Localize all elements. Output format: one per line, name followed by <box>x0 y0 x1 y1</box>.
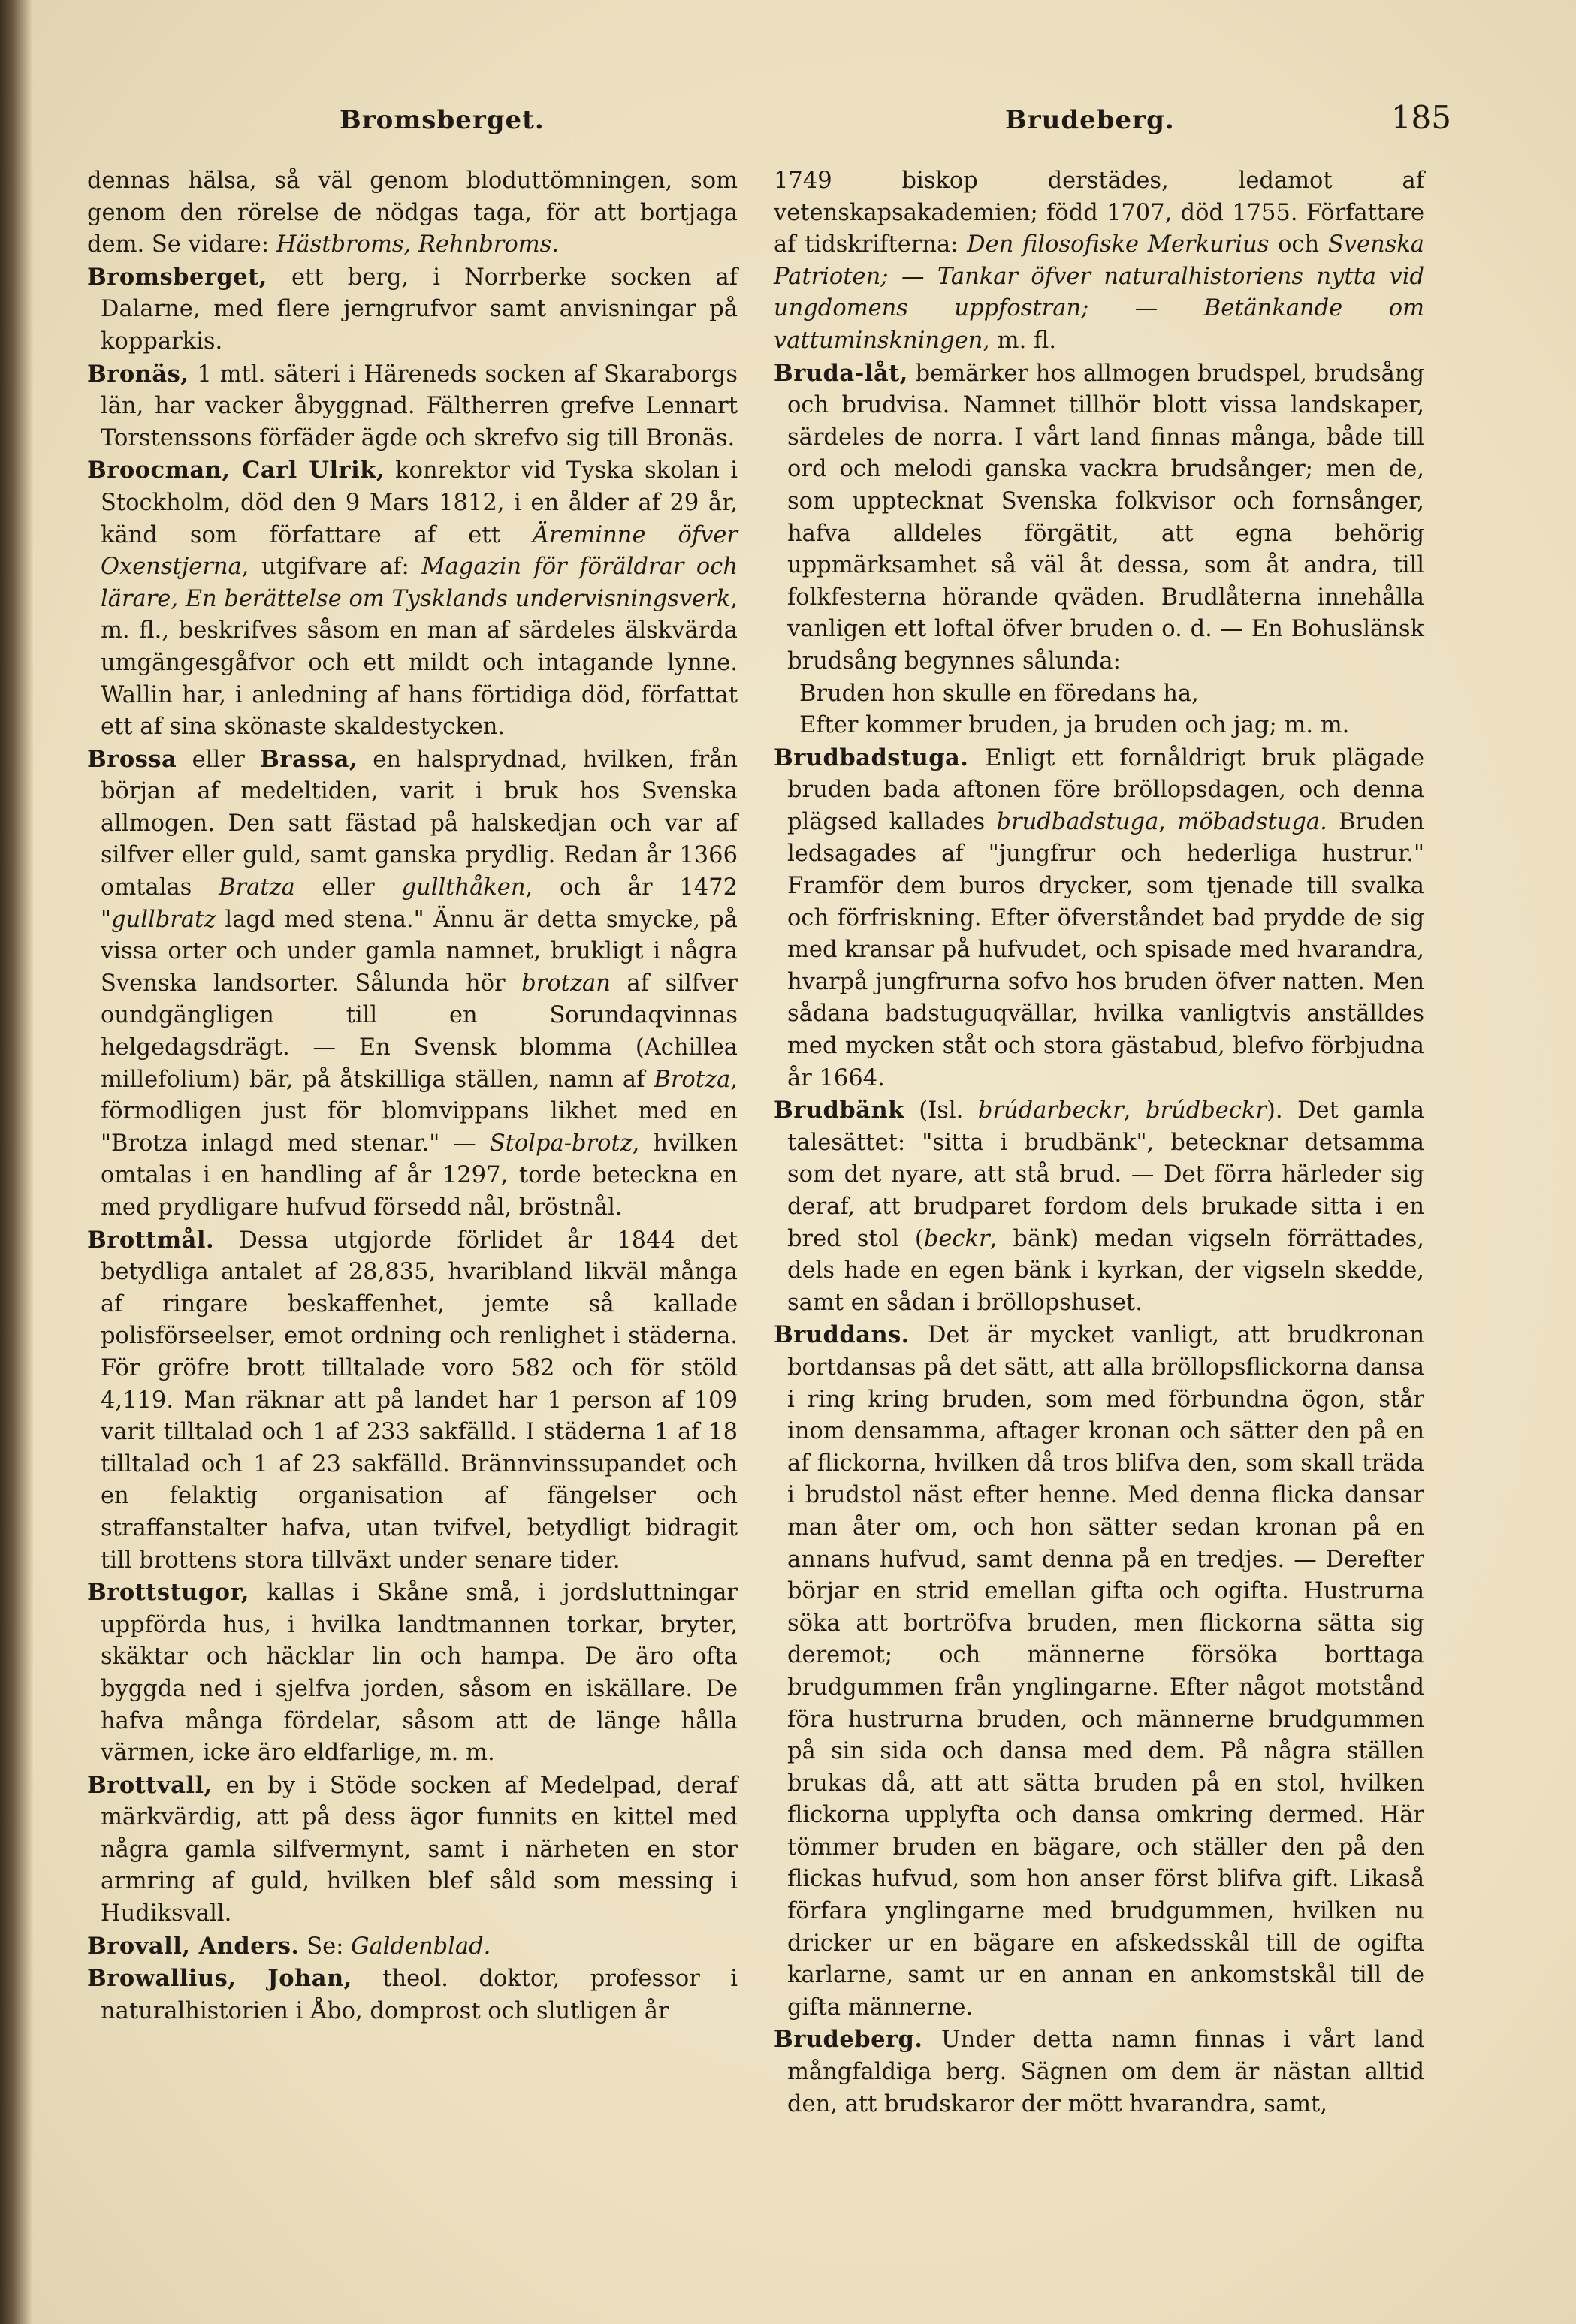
running-head-right: Brudeberg. <box>1005 105 1175 135</box>
italic-text: Bratza <box>219 874 295 901</box>
entry-text: , hvilken omtalas i en handling af år 1297, torde beteckna en med prydligare hufvud försedd nål, bröstnål. <box>101 1130 738 1221</box>
dictionary-entry <box>87 358 738 455</box>
entry-text: ). Det gamla talesättet: "sitta i brudbänk", betecknar detsamma som det nyare, att stå brud. — Det förra härleder sig deraf, att brudparet fordom dels brukade sitta i en bred stol ( <box>787 1097 1424 1252</box>
entry-headword: Bromsberget, <box>87 263 267 291</box>
entry-text: Dessa utgjorde förlidet år 1844 det betydliga antalet af 28,835, hvaribland likväl många af ringare beskaffenhet, jemte så kallade polisförseelser, emot ordning och renlighet i städerna. För gröfre brott tilltalade voro 582 och för stöld 4,119. Man räknar att på landet har 1 person af 109 varit tilltalad och 1 af 233 sakfälld. I städerna 1 af 18 tilltalad och 1 af 23 sakfälld. Brännvinssupandet och en felaktig organisation af fängelser och straffanstalter hafva, utan tvifvel, betydligt bidragit till brottens stora tillväxt under senare tider. <box>101 1227 738 1574</box>
entry-text: Enligt ett fornåldrigt bruk plägade bruden bada aftonen före bröllopsdagen, och denna plägsed kallades <box>787 744 1424 835</box>
dictionary-entry <box>87 1577 738 1770</box>
entry-text: Bruden hon skulle en föredans ha, <box>799 680 1199 707</box>
entry-headword: Brossa <box>87 745 177 773</box>
dictionary-entry <box>87 1930 738 1963</box>
italic-text: Hästbroms, Rehnbroms. <box>276 231 559 258</box>
dictionary-entry <box>774 1094 1424 1319</box>
entry-text: 1 mtl. säteri i Häreneds socken af Skaraborgs län, har vacker åbyggnad. Fältherren grefve Lennart Torstenssons förfäder ägde och skrefvo sig till Bronäs. <box>101 361 738 451</box>
entry-text: (Isl. <box>904 1097 978 1124</box>
entry-text: Se: <box>299 1933 352 1960</box>
entry-text: , och år 1472 " <box>101 874 738 933</box>
verse-line <box>774 678 1424 711</box>
entry-headword: Brudeberg. <box>774 2026 923 2054</box>
entry-headword: Bronäs, <box>87 360 189 388</box>
entry-text: ett berg, i Norrberke socken af Dalarne, med flere jerngrufvor samt anvisningar på kopparkis. <box>101 264 738 355</box>
entry-text: , bänk) medan vigseln förrättades, dels hade en egen bänk i kyrkan, der vigseln skedde, samt en sådan i bröllopshuset. <box>787 1225 1424 1316</box>
dictionary-entry <box>87 261 738 358</box>
entry-text: en halsprydnad, hvilken, från början af medeltiden, varit i bruk hos Svenska allmogen. Den satt fästad på halskedjan och var af silfver eller guld, samt ganska prydlig. Redan år 1366 omtalas <box>101 746 738 901</box>
italic-text: Galdenblad. <box>351 1933 491 1960</box>
entry-text: , <box>1158 808 1178 835</box>
entry-text: Bruden ledsagades af "jungfrur och hederliga hustrur." Framför dem buros drycker, som tjenade till svalka och förfriskning. Efter öfverståndet bad prydde de sig med kransar på hufvudet, och spisade med hvarandra, hvarpå jungfrurna sofvo hos bruden öfver natten. Men sådana badstuguqvällar, hvilka vanligtvis anställdes med mycken ståt och stora gästabud, blefvo förbjudna år 1664. <box>787 808 1424 1091</box>
italic-text: brudbadstuga <box>996 808 1159 835</box>
italic-text: gullthåken <box>401 874 526 901</box>
running-head-left: Bromsberget. <box>340 105 545 135</box>
entry-headword: Brottvall, <box>87 1771 213 1799</box>
italic-text: beckr <box>923 1225 990 1252</box>
italic-text: brúdbeckr <box>1145 1097 1267 1124</box>
italic-text: Brotza <box>654 1066 731 1093</box>
italic-text: Den filosofiske Merkurius <box>967 231 1270 258</box>
book-spine-shadow <box>0 0 33 2324</box>
italic-text: gullbratz <box>111 906 216 933</box>
dictionary-entry <box>87 1224 738 1577</box>
italic-text: Svenska Patrioten; — Tankar öfver naturalhistoriens nytta vid ungdomens uppfostran; — Betänkande om vattuminskningen <box>774 231 1424 354</box>
dictionary-entry <box>774 2024 1424 2120</box>
entry-text: Det är mycket vanligt, att brudkronan bortdansas på det sätt, att alla bröllopsflickorna dansa i ring kring bruden, som med förbundna ögon, står inom densamma, aftager kronan och sätter den på en af flickorna, hvilken då tros blifva den, som skall träda i brudstol näst efter henne. Med denna flicka dansar man åter om, och hon sätter sedan kronan på en annans hufvud, samt denna på en tredjes. — Derefter börjar en strid emellan gifta och ogifta. Hustrurna söka att bortröfva bruden, men flickorna sätta sig deremot; och männerne försöka borttaga brudgummen från ynglingarne. Efter något motstånd föra hustrurna bruden, och männerne brudgummen på sin sida och dansa med dem. På några ställen brukas då, att att sätta bruden på en stol, hvilken flickorna upplyfta och dansa omkring dermed. Här tömmer bruden en bägare, och ställer den på den flickas hufvud, som hon anser först blifva gift. Likaså förfara ynglingarne med brudgummen, hvilken nu dricker ur en bägare en afskedsskål till de ogifta karlarne, samt ur en annan en ankomstskål till de gifta männerne. <box>787 1322 1424 2021</box>
entry-text: konrektor vid Tyska skolan i Stockholm, död den 9 Mars 1812, i en ålder af 29 år, känd som författare af ett <box>101 457 738 548</box>
entry-text: eller <box>177 746 261 773</box>
continued-paragraph <box>87 165 738 261</box>
entry-text: och <box>1269 231 1328 258</box>
entry-text: bemärker hos allmogen brudspel, brudsång och brudvisa. Namnet tillhör blott vissa landskaper, särdeles de norra. I vårt land finnas många, både till ord och melodi ganska vackra brudsånger; men de, som upptecknat Svenska folkvisor och fornsånger, hafva alldeles förgätit, att egna behörig uppmärksamhet så väl åt dessa, som åt andra, till folkfesterna hörande qväden. Brudlåterna innehålla vanligen ett loftal öfver bruden o. d. — En Bohuslänsk brudsång begynnes sålunda: <box>787 360 1424 675</box>
dictionary-entry <box>774 742 1424 1095</box>
entry-text: Under detta namn finnas i vårt land mångfaldiga berg. Sägnen om dem är nästan alltid den, att brudskaror der mött hvarandra, samt, <box>787 2027 1424 2117</box>
dictionary-entry <box>87 1963 738 2027</box>
entry-text: kallas i Skåne små, i jordsluttningar uppförda hus, i hvilka landtmannen torkar, bryter, skäktar och häcklar lin och hampa. De äro ofta byggda ned i sjelfva jorden, såsom en iskällare. De hafva många fördelar, såsom att de länge hålla värmen, icke äro eldfarlige, m. m. <box>101 1580 738 1767</box>
entry-text: theol. doktor, professor i naturalhistorien i Åbo, domprost och slutligen år <box>101 1966 738 2024</box>
continued-paragraph <box>774 165 1424 358</box>
entry-headword: Brudbadstuga. <box>774 744 969 771</box>
page-number: 185 <box>1390 99 1451 136</box>
dictionary-entry <box>774 1319 1424 2024</box>
entry-text: , förmodligen just för blomvippans likhet med en "Brotza inlagd med stenar." — <box>101 1066 738 1157</box>
entry-text: af silfver oundgängligen till en Sorundaqvinnas helgedagsdrägt. — En Svensk blomma (Achillea millefolium) bär, på åtskilliga ställen, namn af <box>101 970 738 1093</box>
entry-headword: Broocman, Carl Ulrik, <box>87 457 385 484</box>
dictionary-entry <box>87 454 738 743</box>
entry-headword: Brudbänk <box>774 1097 904 1124</box>
italic-text: Äreminne öfver Oxenstjerna <box>101 521 738 581</box>
entry-text: en by i Stöde socken af Medelpad, deraf märkvärdig, att på dess ägor funnits en kittel med några gamla silfvermynt, samt i närheten en stor armring af guld, hvilken blef såld som messing i Hudiksvall. <box>101 1772 738 1927</box>
entry-headword: Bruddans. <box>774 1321 910 1349</box>
entry-headword: Bruda-låt, <box>774 359 908 387</box>
entry-text: , <box>1123 1097 1146 1124</box>
entry-headword: Brovall, Anders. <box>87 1932 300 1960</box>
verse-line <box>774 710 1424 742</box>
entry-text: dennas hälsa, så väl genom bloduttömningen, som genom den rörelse de nödgas taga, för att bortjaga dem. Se vidare: <box>87 168 738 258</box>
entry-headword: Browallius, Johan, <box>87 1965 352 1993</box>
italic-text: brúdarbeckr <box>977 1097 1124 1124</box>
entry-headword: Brottstugor, <box>87 1579 249 1607</box>
entry-headword: Brassa, <box>260 745 358 773</box>
entry-text: Efter kommer bruden, ja bruden och jag; m. m. <box>799 712 1350 739</box>
entry-text: eller <box>294 874 402 901</box>
entry-text: , m. fl. <box>983 327 1057 354</box>
italic-text: möbadstuga. <box>1177 808 1327 835</box>
entry-text: , m. fl., beskrifves såsom en man af särdeles älskvärda umgängesgåfvor och ett mildt och intagande lynne. Wallin har, i anledning af hans förtidiga död, författat ett af sina skönaste skaldestycken. <box>101 585 738 741</box>
dictionary-entry <box>87 1770 738 1930</box>
entry-text: lagd med stena." Ännu är detta smycke, på vissa orter och under gamla namnet, brukligt i några Svenska landsorter. Sålunda hör <box>101 906 738 997</box>
dictionary-entry <box>87 744 738 1224</box>
entry-text: 1749 biskop derstädes, ledamot af vetenskapsakademien; född 1707, död 1755. Författare af tidskrifterna: <box>774 168 1424 258</box>
dictionary-entry <box>774 358 1424 678</box>
italic-text: Magazin för föräldrar och lärare, En berättelse om Tysklands undervisningsverk <box>101 554 738 612</box>
left-column <box>87 165 738 2027</box>
right-column <box>774 165 1424 2120</box>
italic-text: Stolpa-brotz <box>489 1130 633 1157</box>
entry-text: , utgifvare af: <box>241 554 422 581</box>
italic-text: brotzan <box>521 970 611 997</box>
entry-headword: Brottmål. <box>87 1226 215 1254</box>
